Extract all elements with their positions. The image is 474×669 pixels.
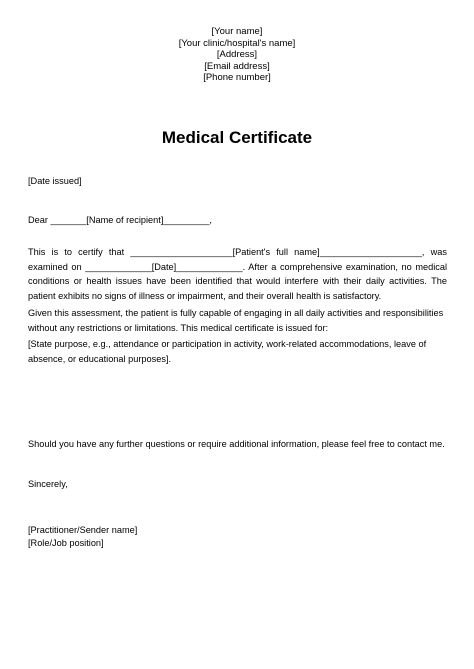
exam-date-placeholder: [Date] (151, 261, 177, 272)
date-blank-before: _____________ (85, 261, 152, 272)
date-blank-after: _____________. (176, 261, 246, 272)
assessment-paragraph: Given this assessment, the patient is fully capable of engaging in all daily activities and responsibilities without any restrictions or limitations. This medical certificate is issued for: (28, 308, 444, 333)
recipient-placeholder: [Name of recipient] (86, 215, 164, 225)
date-issued: [Date issued] (28, 176, 82, 186)
signature-name: [Practitioner/Sender name] (28, 525, 138, 535)
certify-lead: This is to certify that (28, 247, 125, 257)
certify-paragraph (28, 245, 447, 304)
signature-role: [Role/Job position] (28, 538, 104, 548)
name-blank-before: ____________________ (130, 247, 233, 257)
document-title: Medical Certificate (161, 128, 313, 147)
sender-phone: [Phone number] (203, 72, 271, 83)
sender-email: [Email address] (204, 60, 270, 72)
salutation-blank-before: _______ (50, 215, 87, 225)
sender-clinic: [Your clinic/hospital's name] (178, 37, 296, 49)
salutation (28, 213, 447, 228)
salutation-blank-after: _________, (163, 215, 212, 225)
salutation-prefix: Dear (28, 215, 48, 225)
purpose-paragraph: [State purpose, e.g., attendance or participation in activity, work-related accommodations, leave of absence, or educational purposes]. (28, 339, 427, 364)
examined-text: was examined on (28, 247, 447, 272)
patient-name-placeholder: [Patient's full name] (232, 247, 320, 257)
sign-off: Sincerely, (28, 479, 68, 489)
certify-rest: After a comprehensive examination, no medical conditions or health issues have been identified that would interfere with their daily activities. The patient exhibits no signs of illness or impairment, and their overall health is satisfactory. (28, 261, 448, 302)
sender-block (0, 26, 474, 84)
sender-address: [Address] (216, 49, 258, 60)
name-blank-after: ____________________, (319, 247, 425, 257)
sender-name: [Your name] (211, 26, 263, 37)
closing-note: Should you have any further questions or require additional information, please feel free to contact me. (28, 439, 445, 449)
